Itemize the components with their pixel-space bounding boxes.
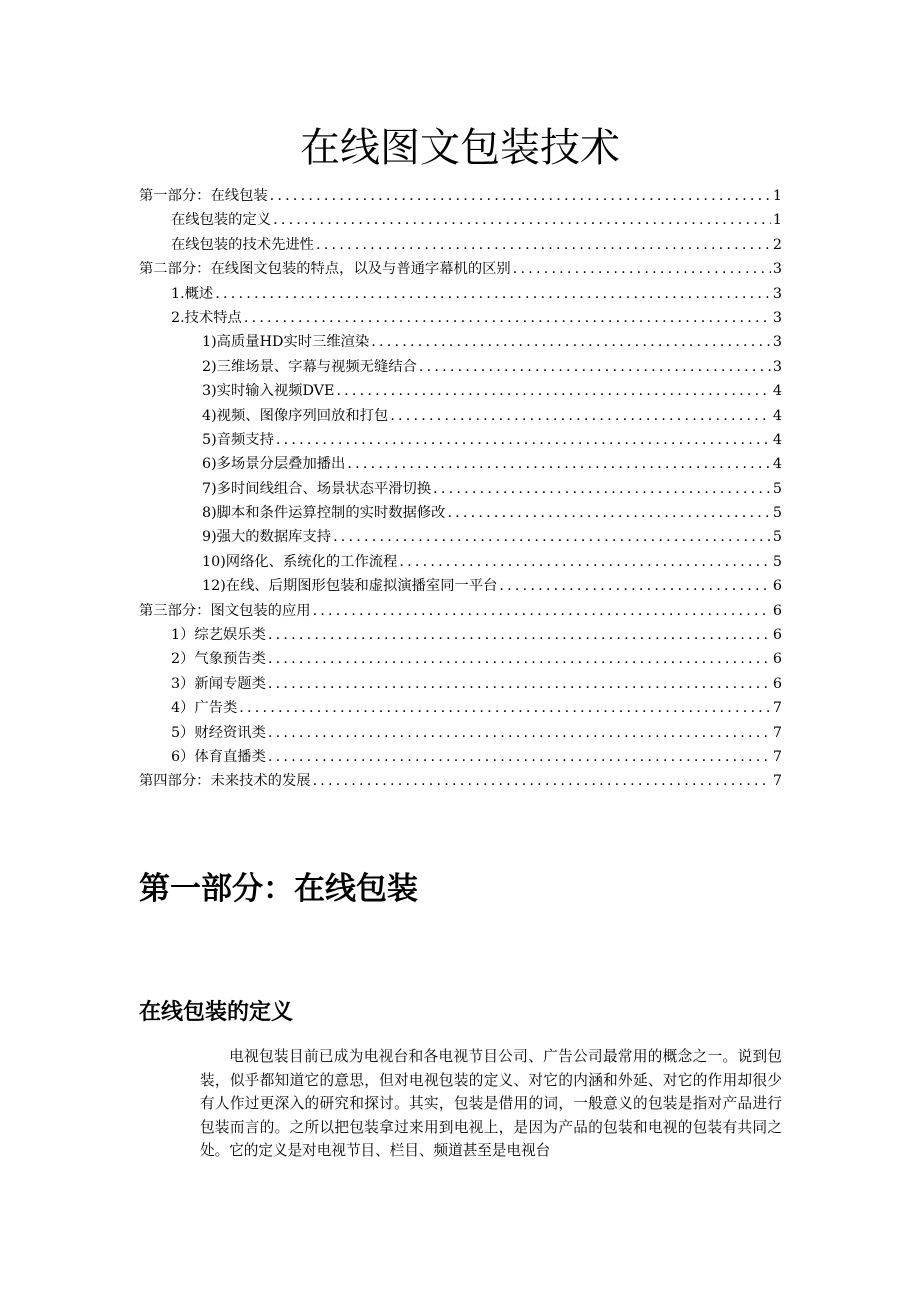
toc-dot-leader (336, 379, 770, 403)
toc-dot-leader (268, 623, 771, 647)
toc-dot-leader (513, 257, 771, 281)
toc-entry-text: 3）新闻专题类 (171, 675, 266, 692)
toc-dot-leader (333, 525, 771, 549)
toc-entry[interactable] (139, 745, 782, 769)
toc-page-number: 1 (772, 188, 782, 204)
toc-page-number: 3 (772, 334, 782, 351)
toc-entry[interactable] (139, 525, 782, 549)
toc-page-number: 5 (772, 553, 782, 570)
toc-entry-text: 第三部分：图文包装的应用 (139, 602, 311, 619)
toc-entry[interactable] (139, 428, 782, 452)
toc-entry[interactable] (139, 257, 782, 281)
toc-entry[interactable] (139, 184, 782, 208)
toc-entry-text: 10)网络化、系统化的工作流程 (202, 553, 398, 570)
toc-dot-leader (273, 208, 771, 232)
toc-entry-text: 12)在线、后期图形包装和虚拟演播室同一平台 (202, 578, 498, 595)
toc-dot-leader (268, 672, 771, 696)
toc-entry-text: 在线包装的定义 (171, 212, 272, 229)
toc-dot-leader (399, 550, 771, 574)
toc-entry[interactable] (139, 574, 782, 598)
toc-entry[interactable] (139, 379, 782, 403)
toc-page-number: 2 (772, 236, 782, 253)
toc-entry-text: 4）广告类 (171, 700, 238, 717)
subsection-heading: 在线包装的定义 (139, 1000, 294, 1025)
toc-page-number: 3 (772, 358, 782, 375)
toc-page-number: 1 (772, 212, 782, 229)
document-title: 在线图文包装技术 (300, 125, 620, 171)
toc-dot-leader (433, 477, 771, 501)
toc-dot-leader (270, 184, 771, 208)
toc-page-number: 5 (772, 480, 782, 497)
toc-entry-text: 1.概述 (171, 285, 214, 302)
toc-entry-text: 7)多时间线组合、场景状态平滑切换 (202, 480, 432, 497)
toc-entry[interactable] (139, 452, 782, 476)
toc-dot-leader (268, 647, 771, 671)
toc-entry-text: 在线包装的技术先进性 (171, 236, 314, 253)
toc-dot-leader (390, 404, 771, 428)
toc-dot-leader (499, 574, 770, 598)
toc-dot-leader (244, 306, 771, 330)
toc-entry[interactable] (139, 330, 782, 354)
toc-dot-leader (276, 428, 771, 452)
body-paragraph: 电视包装目前已成为电视台和各电视节目公司、广告公司最常用的概念之一。说到包装，似乎都知道它的意思，但对电视包装的定义、对它的内涵和外延、对它的作用却很少有人作过更深入的研究和探讨。其实，包装是借用的词，一般意义的包装是指对产品进行包装而言的。之所以把包装拿过来用到电视上，是因为产品的包装和电视的包装有共同之处。它的定义是对电视节目、栏目、频道甚至是电视台 (200, 1048, 782, 1160)
toc-entry[interactable] (139, 282, 782, 306)
toc-entry[interactable] (139, 769, 782, 793)
toc-entry[interactable] (139, 306, 782, 330)
toc-entry-text: 1)高质量HD实时三维渲染 (202, 334, 370, 351)
toc-entry[interactable] (139, 477, 782, 501)
toc-entry[interactable] (139, 355, 782, 379)
toc-page-number: 7 (772, 773, 782, 790)
toc-entry-text: 1）综艺娱乐类 (171, 627, 266, 644)
toc-entry-text: 第二部分：在线图文包装的特点，以及与普通字幕机的区别 (139, 261, 511, 278)
toc-page-number: 3 (772, 285, 782, 302)
toc-page-number: 6 (772, 578, 782, 595)
toc-entry[interactable] (139, 672, 782, 696)
toc-dot-leader (268, 745, 771, 769)
toc-page-number: 7 (772, 748, 782, 765)
toc-dot-leader (316, 233, 771, 257)
toc-entry-text: 5)音频支持 (202, 431, 274, 448)
toc-entry[interactable] (139, 550, 782, 574)
toc-entry-text: 3)实时输入视频DVE (202, 383, 335, 400)
toc-entry-text: 4)视频、图像序列回放和打包 (202, 407, 389, 424)
toc-page-number: 5 (772, 505, 782, 522)
toc-page-number: 3 (772, 261, 782, 278)
toc-entry-text: 6)多场景分层叠加播出 (202, 456, 346, 473)
toc-dot-leader (313, 769, 771, 793)
toc-entry[interactable] (139, 233, 782, 257)
table-of-contents (139, 184, 782, 794)
toc-entry-text: 8)脚本和条件运算控制的实时数据修改 (202, 505, 446, 522)
toc-page-number: 4 (772, 407, 782, 424)
toc-entry-text: 9)强大的数据库支持 (202, 529, 332, 546)
toc-page-number: 7 (772, 724, 782, 741)
toc-dot-leader (268, 721, 771, 745)
toc-page-number: 6 (772, 651, 782, 668)
toc-page-number: 6 (772, 602, 782, 619)
toc-entry-text: 2.技术特点 (171, 309, 242, 326)
toc-page-number: 4 (772, 431, 782, 448)
section-heading: 第一部分：在线包装 (139, 871, 418, 907)
toc-page-number: 5 (772, 529, 782, 546)
toc-entry-text: 第一部分：在线包装 (139, 188, 268, 204)
toc-page-number: 4 (772, 456, 782, 473)
toc-dot-leader (313, 599, 771, 623)
toc-entry[interactable] (139, 721, 782, 745)
toc-entry[interactable] (139, 404, 782, 428)
toc-page-number: 3 (772, 309, 782, 326)
toc-entry-text: 5）财经资讯类 (171, 724, 266, 741)
toc-dot-leader (215, 282, 771, 306)
toc-page-number: 6 (772, 627, 782, 644)
toc-entry[interactable] (139, 208, 782, 232)
toc-entry-text: 2）气象预告类 (171, 651, 266, 668)
toc-entry[interactable] (139, 599, 782, 623)
toc-dot-leader (447, 501, 770, 525)
toc-page-number: 7 (772, 700, 782, 717)
toc-dot-leader (371, 330, 771, 354)
toc-entry[interactable] (139, 647, 782, 671)
toc-entry-text: 2)三维场景、字幕与视频无缝结合 (202, 358, 417, 375)
toc-entry-text: 6）体育直播类 (171, 748, 266, 765)
toc-entry[interactable] (139, 696, 782, 720)
toc-dot-leader (419, 355, 771, 379)
toc-page-number: 6 (772, 675, 782, 692)
toc-entry[interactable] (139, 501, 782, 525)
toc-dot-leader (347, 452, 771, 476)
toc-entry[interactable] (139, 623, 782, 647)
toc-page-number: 4 (772, 383, 782, 400)
toc-dot-leader (239, 696, 771, 720)
toc-entry-text: 第四部分：未来技术的发展 (139, 773, 311, 790)
